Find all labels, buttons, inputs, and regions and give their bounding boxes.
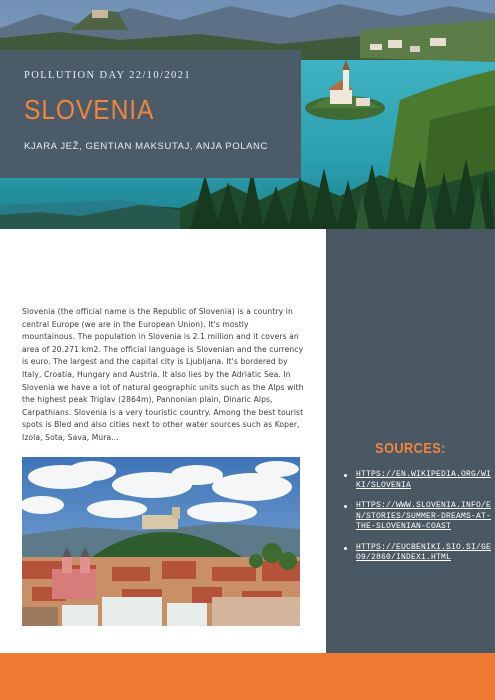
event-date-line: POLLUTION DAY 22/10/2021	[24, 70, 191, 81]
authors-line: KJARA JEŽ, GENTIAN MAKSUTAJ, ANJA POLANC	[24, 141, 268, 152]
footer-bar	[0, 653, 495, 700]
article-body: Slovenia (the official name is the Republic of Slovenia) is a country in central Europe (we are in the European Union). It's mostly mountainous. The population in Slovenia is 2.1 million and it covers an area of 20.271 km2. The official language is Slovenian and the currency is euro. The largest and the capital city is Ljubljana. It's bordered by Italy, Croatia, Hungary and Austria. It also lies by the Adriatic Sea. In Slovenia we have a lot of natural geographic units such as the Alps with the highest peak Triglav (2864m), Pannonian plain, Dinaric Alps, Carpathians. Slovenia is a very touristic country. Among the best tourist spots is Bled and also cities next to other water sources such as Koper, Izola, Sota, Sava, Mura...	[22, 307, 304, 442]
source-link-eucbeniki[interactable]: HTTPS://EUCBENIKI.SIO.SI/GEO9/2860/INDEX1.HTML	[356, 542, 492, 562]
source-link-wikipedia[interactable]: HTTPS://EN.WIKIPEDIA.ORG/WIKI/SLOVENIA	[356, 470, 492, 490]
page-title: SLOVENIA	[24, 94, 155, 125]
title-card	[0, 50, 301, 178]
source-list	[340, 470, 492, 574]
sources-sidebar	[326, 229, 495, 653]
city-photo-ljubljana	[22, 457, 300, 626]
source-list-item	[340, 543, 492, 564]
source-link-slovenia-info[interactable]: HTTPS://WWW.SLOVENIA.INFO/EN/STORIES/SUMMER-DREAMS-AT-THE-SLOVENIAN-COAST	[356, 501, 492, 531]
source-list-item	[340, 501, 492, 533]
source-list-item	[340, 470, 492, 491]
sources-heading: SOURCES:	[375, 440, 446, 457]
